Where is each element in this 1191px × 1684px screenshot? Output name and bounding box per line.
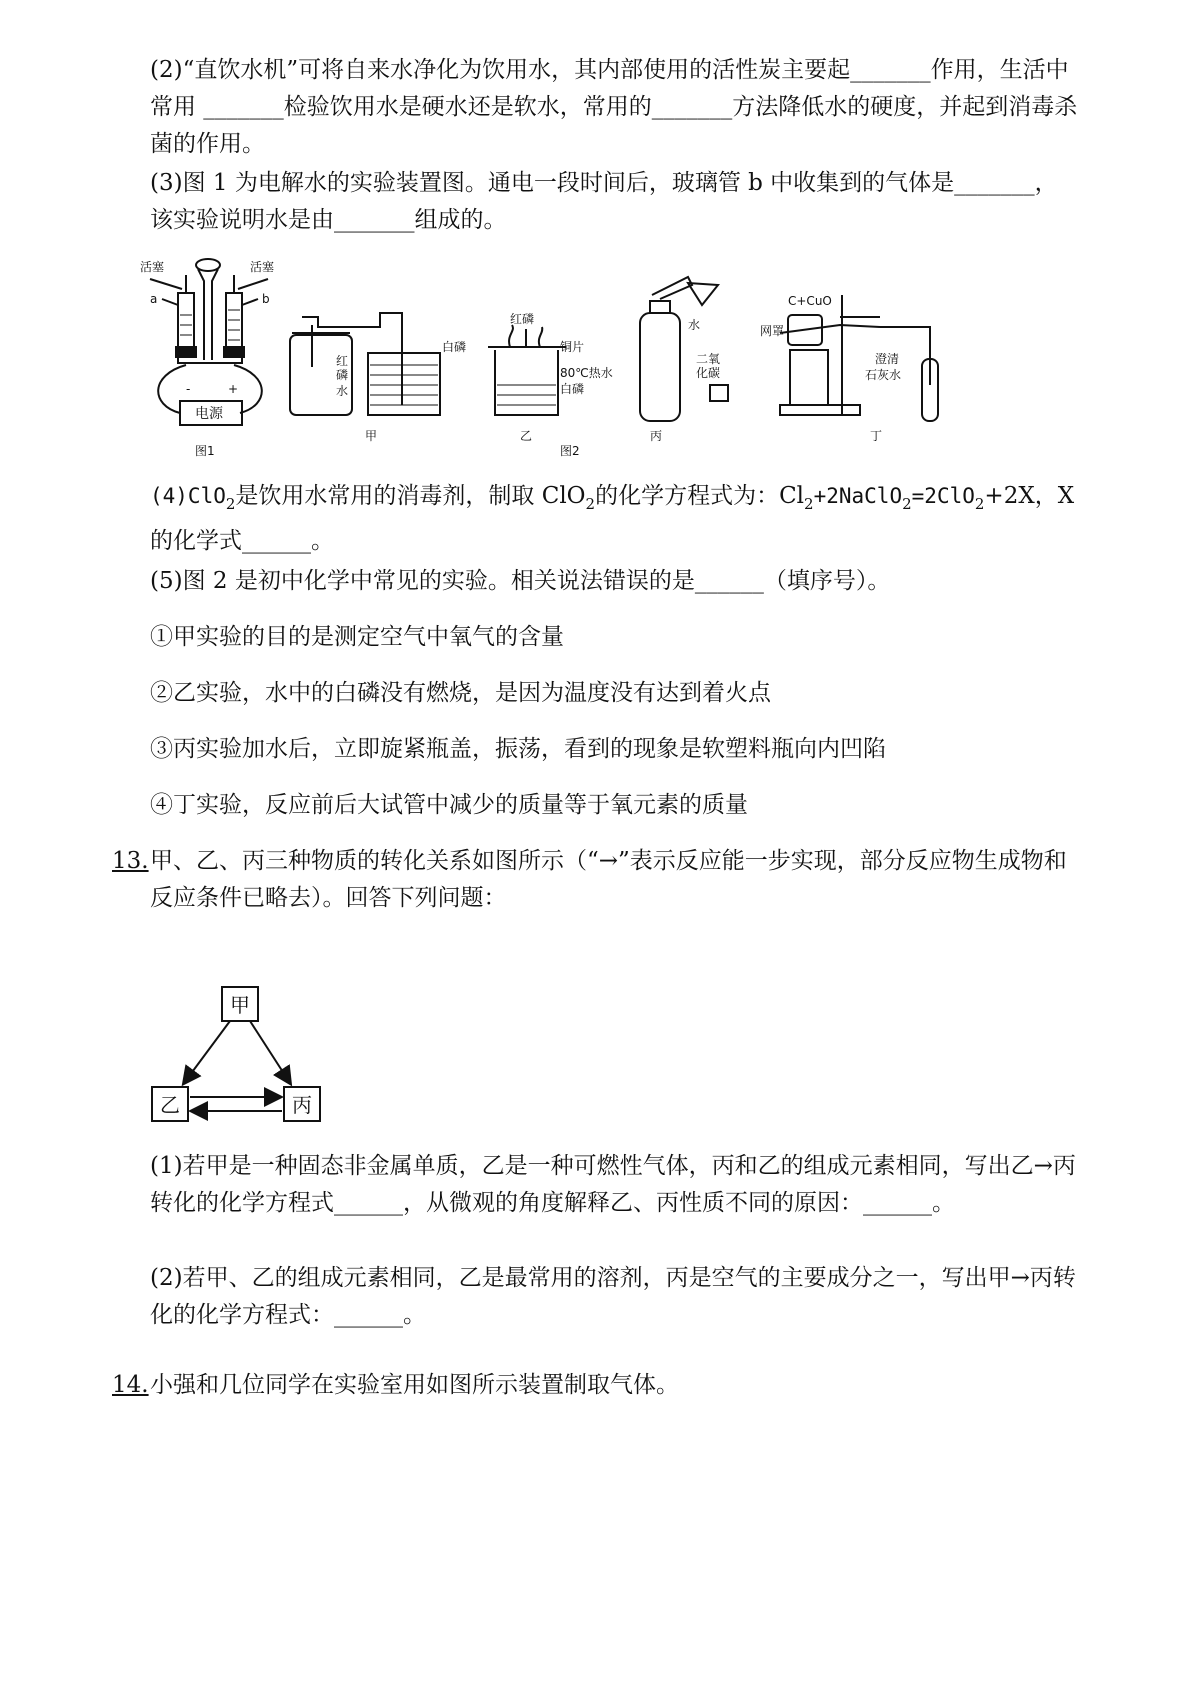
figure2-yi bbox=[488, 325, 566, 415]
fig1-label-b: b bbox=[262, 292, 270, 306]
fig2-jia-label-lin: 磷 bbox=[336, 368, 349, 382]
fig2-yi-label-tongpian: 铜片 bbox=[560, 340, 585, 354]
q13-relation-diagram bbox=[150, 985, 340, 1125]
q13-part2: (2)若甲、乙的组成元素相同，乙是最常用的溶剂，丙是空气的主要成分之一，写出甲→丙转化的化学方程式：______。 bbox=[150, 1265, 1076, 1328]
fig1-label-a: a bbox=[150, 292, 158, 306]
fig2-ding-label-chengqing-b: 石灰水 bbox=[865, 368, 902, 382]
figure2-ding bbox=[780, 295, 938, 421]
fig2-yi-caption: 乙 bbox=[520, 429, 533, 443]
q12-option-4: ④丁实验，反应前后大试管中减少的质量等于氧元素的质量 bbox=[150, 792, 748, 818]
fig2-jia-label-water: 水 bbox=[336, 384, 349, 398]
figure2-jia bbox=[290, 313, 440, 415]
figure1-electrolysis bbox=[150, 259, 268, 425]
fig1-label-minus: - bbox=[186, 382, 191, 396]
box-bing-label: 丙 bbox=[292, 1093, 312, 1117]
fig1-power-label: 电源 bbox=[195, 406, 223, 422]
fig2-yi-label-bailing2: 白磷 bbox=[560, 382, 585, 396]
fig2-yi-label-reshui: 80℃热水 bbox=[560, 366, 613, 380]
fig2-bing-label-co2-a: 二氧 bbox=[696, 352, 721, 366]
fig2-ding-label-chengqing-a: 澄清 bbox=[875, 352, 900, 366]
fig2-yi-label-bailing: 白磷 bbox=[442, 340, 467, 354]
q14-stem: 小强和几位同学在实验室用如图所示装置制取气体。 bbox=[150, 1372, 679, 1398]
q13-stem: 甲、乙、丙三种物质的转化关系如图所示（“→”表示反应能一步实现，部分反应物生成物和反应条件已略去）。回答下列问题： bbox=[150, 848, 1067, 911]
fig1-label-plus: + bbox=[228, 382, 239, 396]
arrow-jia-to-yi bbox=[184, 1021, 230, 1083]
fig2-caption: 图2 bbox=[560, 444, 580, 458]
box-yi-label: 乙 bbox=[160, 1093, 180, 1117]
q12-option-3: ③丙实验加水后，立即旋紧瓶盖，振荡，看到的现象是软塑料瓶向内凹陷 bbox=[150, 736, 886, 762]
fig2-jia-caption: 甲 bbox=[365, 429, 378, 443]
figure2-bing bbox=[640, 277, 728, 421]
fig2-yi-label-hongling: 红磷 bbox=[510, 312, 535, 326]
q14-number: 14. bbox=[112, 1372, 149, 1398]
fig2-ding-caption: 丁 bbox=[870, 429, 883, 443]
fig2-bing-label-water: 水 bbox=[688, 318, 701, 332]
fig2-ding-label-wangzhao: 网罩 bbox=[760, 324, 785, 338]
q13-number: 13. bbox=[112, 848, 149, 874]
q12-part5: (5)图 2 是初中化学中常见的实验。相关说法错误的是______（填序号）。 bbox=[150, 568, 891, 594]
q12-option-2: ②乙实验，水中的白磷没有燃烧，是因为温度没有达到着火点 bbox=[150, 680, 771, 706]
q12-part2: (2)“直饮水机”可将自来水净化为饮用水，其内部使用的活性炭主要起_______作用，生活中常用 _______检验饮用水是硬水还是软水，常用的_______方法降低水的硬度，并起到消毒杀菌的作用。 bbox=[150, 57, 1078, 157]
q12-option-1: ①甲实验的目的是测定空气中氧气的含量 bbox=[150, 624, 564, 650]
fig1-label-huose-right: 活塞 bbox=[250, 260, 275, 274]
figure-apparatus bbox=[140, 255, 1010, 470]
box-jia-label: 甲 bbox=[230, 993, 250, 1017]
fig2-jia-label-hong: 红 bbox=[336, 354, 349, 368]
fig2-ding-label-c-cuo: C+CuO bbox=[788, 294, 832, 308]
fig2-bing-label-co2-b: 化碳 bbox=[696, 366, 721, 380]
fig1-label-huose-left: 活塞 bbox=[140, 260, 165, 274]
q12-part3: (3)图 1 为电解水的实验装置图。通电一段时间后，玻璃管 b 中收集到的气体是_______，该实验说明水是由_______组成的。 bbox=[150, 170, 1058, 233]
arrow-jia-to-bing bbox=[250, 1021, 290, 1083]
q12-part4: (4)ClO$_2$是饮用水常用的消毒剂，制取 ClO$_2$的化学方程式为：$Cl_2+2NaClO_2=2ClO_2+2X$，X 的化学式______。 bbox=[150, 483, 1075, 554]
fig2-bing-caption: 丙 bbox=[650, 429, 663, 443]
fig1-caption: 图1 bbox=[195, 444, 215, 458]
q13-part1: (1)若甲是一种固态非金属单质，乙是一种可燃性气体，丙和乙的组成元素相同，写出乙→丙转化的化学方程式______，从微观的角度解释乙、丙性质不同的原因：______。 bbox=[150, 1153, 1076, 1216]
